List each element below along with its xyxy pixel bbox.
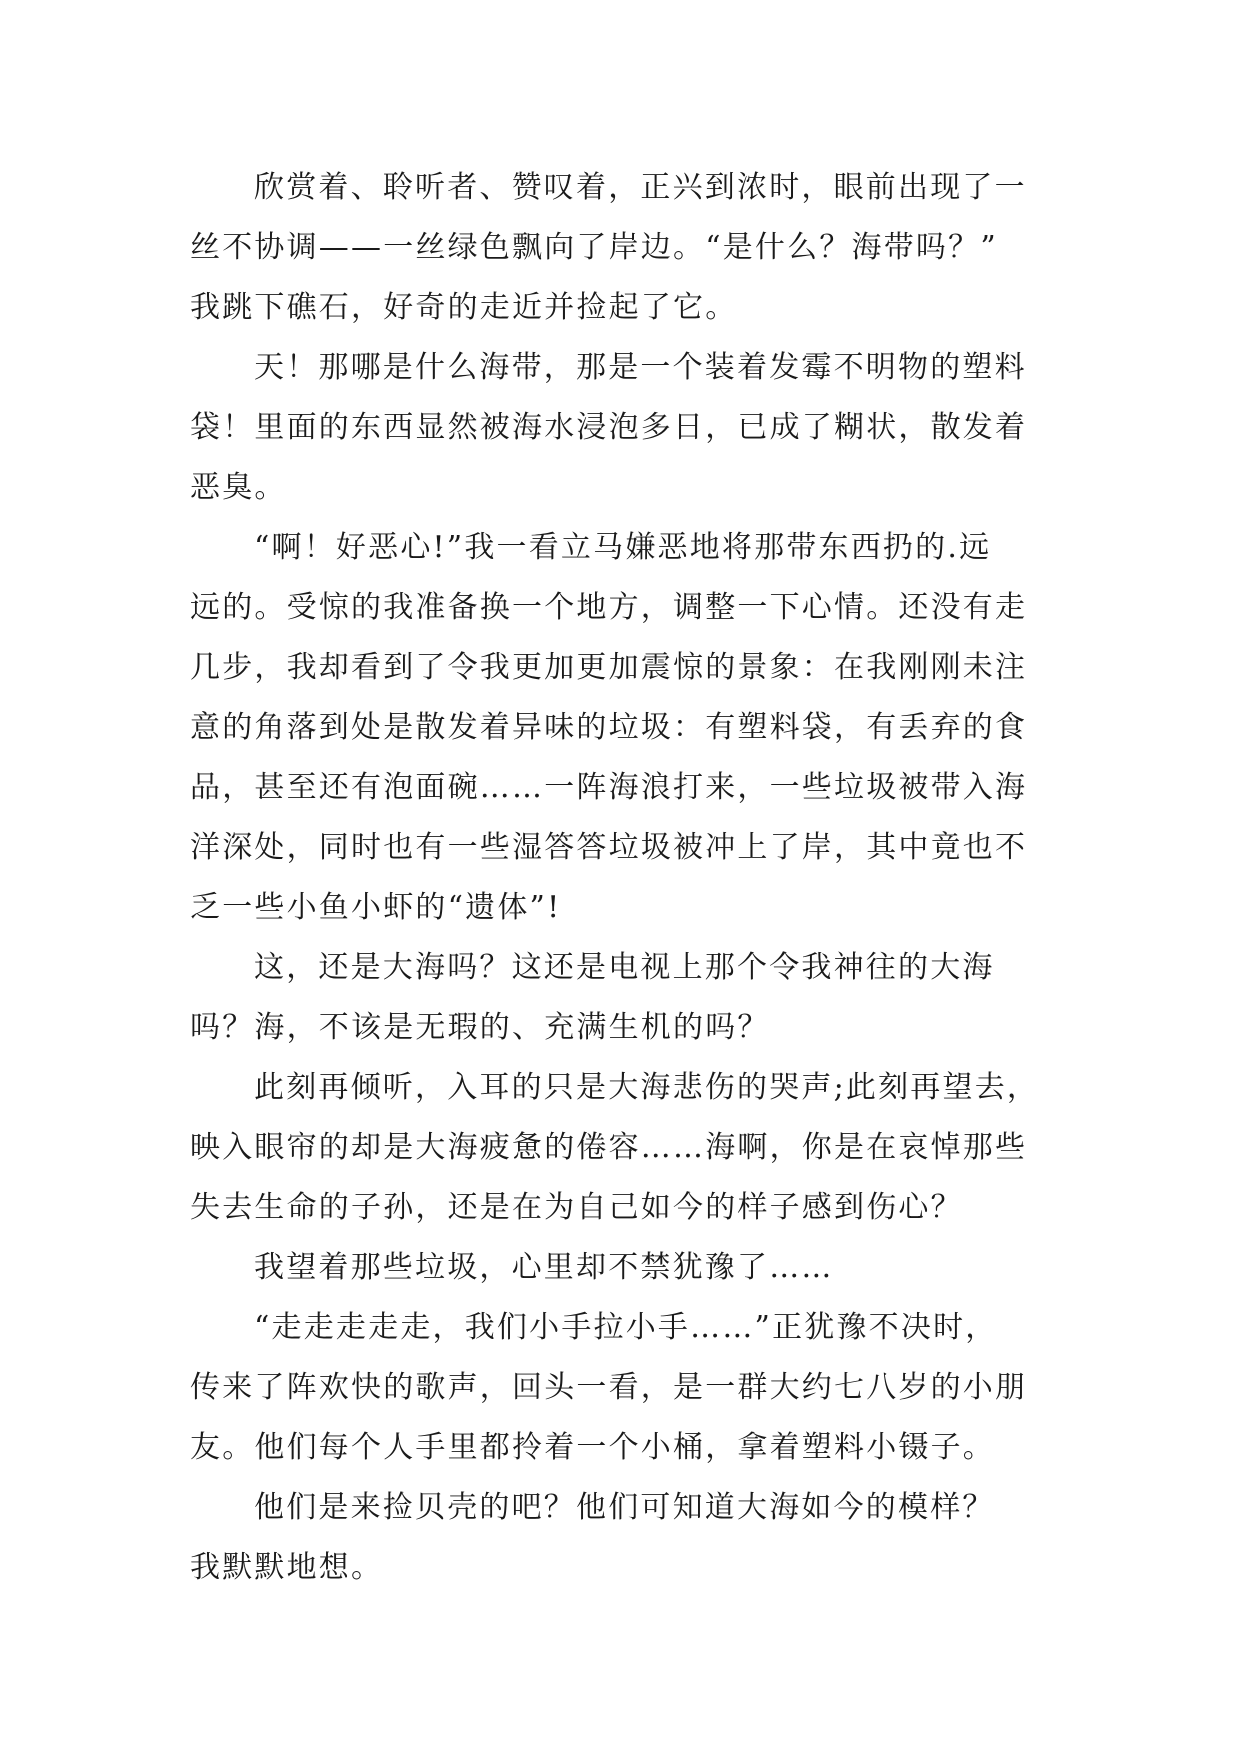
paragraph-line: 这，还是大海吗？这还是电视上那个令我神往的大海	[254, 950, 995, 985]
paragraph-line: 他们是来捡贝壳的吧？他们可知道大海如今的模样？	[254, 1490, 995, 1525]
paragraph-line: “啊！好恶心!”我一看立马嫌恶地将那带东西扔的.远	[254, 530, 992, 565]
paragraph-6	[190, 1238, 1054, 1298]
paragraph-line: 我跳下礁石，好奇的走近并捡起了它。	[190, 290, 738, 325]
paragraph-line: 友。他们每个人手里都拎着一个小桶，拿着塑料小镊子。	[190, 1430, 995, 1465]
paragraph-line: 丝不协调——一丝绿色飘向了岸边。“是什么？海带吗？”	[190, 230, 998, 265]
paragraph-line: 恶臭。	[190, 470, 287, 505]
paragraph-line: 远的。受惊的我准备换一个地方，调整一下心情。还没有走	[190, 590, 1028, 625]
paragraph-line: 几步，我却看到了令我更加更加震惊的景象：在我刚刚未注	[190, 650, 1028, 685]
paragraph-8	[190, 1478, 1054, 1598]
paragraph-line: 映入眼帘的却是大海疲惫的倦容……海啊，你是在哀悼那些	[190, 1130, 1028, 1165]
paragraph-line: 我默默地想。	[190, 1550, 384, 1585]
paragraph-line: 我望着那些垃圾，心里却不禁犹豫了……	[254, 1250, 834, 1285]
paragraph-line: “走走走走走，我们小手拉小手……”正犹豫不决时，	[254, 1310, 998, 1345]
paragraph-4	[190, 938, 1054, 1058]
paragraph-line: 此刻再倾听，入耳的只是大海悲伤的哭声;此刻再望去，	[254, 1070, 1040, 1105]
paragraph-line: 欣赏着、聆听者、赞叹着，正兴到浓时，眼前出现了一	[254, 170, 1027, 205]
paragraph-5	[190, 1058, 1054, 1238]
paragraph-2	[190, 338, 1054, 518]
paragraph-line: 天！那哪是什么海带，那是一个装着发霉不明物的塑料	[254, 350, 1027, 385]
paragraph-7	[190, 1298, 1054, 1478]
paragraph-line: 乏一些小鱼小虾的“遗体”!	[190, 890, 562, 925]
paragraph-line: 品，甚至还有泡面碗……一阵海浪打来，一些垃圾被带入海	[190, 770, 1028, 805]
paragraph-line: 意的角落到处是散发着异味的垃圾：有塑料袋，有丢弃的食	[190, 710, 1028, 745]
paragraph-line: 洋深处，同时也有一些湿答答垃圾被冲上了岸，其中竟也不	[190, 830, 1028, 865]
paragraph-line: 吗？海，不该是无瑕的、充满生机的吗？	[190, 1010, 770, 1045]
paragraph-3	[190, 518, 1054, 938]
article-body	[190, 158, 1054, 1598]
paragraph-line: 袋！里面的东西显然被海水浸泡多日，已成了糊状，散发着	[190, 410, 1028, 445]
paragraph-line: 传来了阵欢快的歌声，回头一看，是一群大约七八岁的小朋	[190, 1370, 1028, 1405]
paragraph-1	[190, 158, 1054, 338]
paragraph-line: 失去生命的子孙，还是在为自己如今的样子感到伤心？	[190, 1190, 963, 1225]
